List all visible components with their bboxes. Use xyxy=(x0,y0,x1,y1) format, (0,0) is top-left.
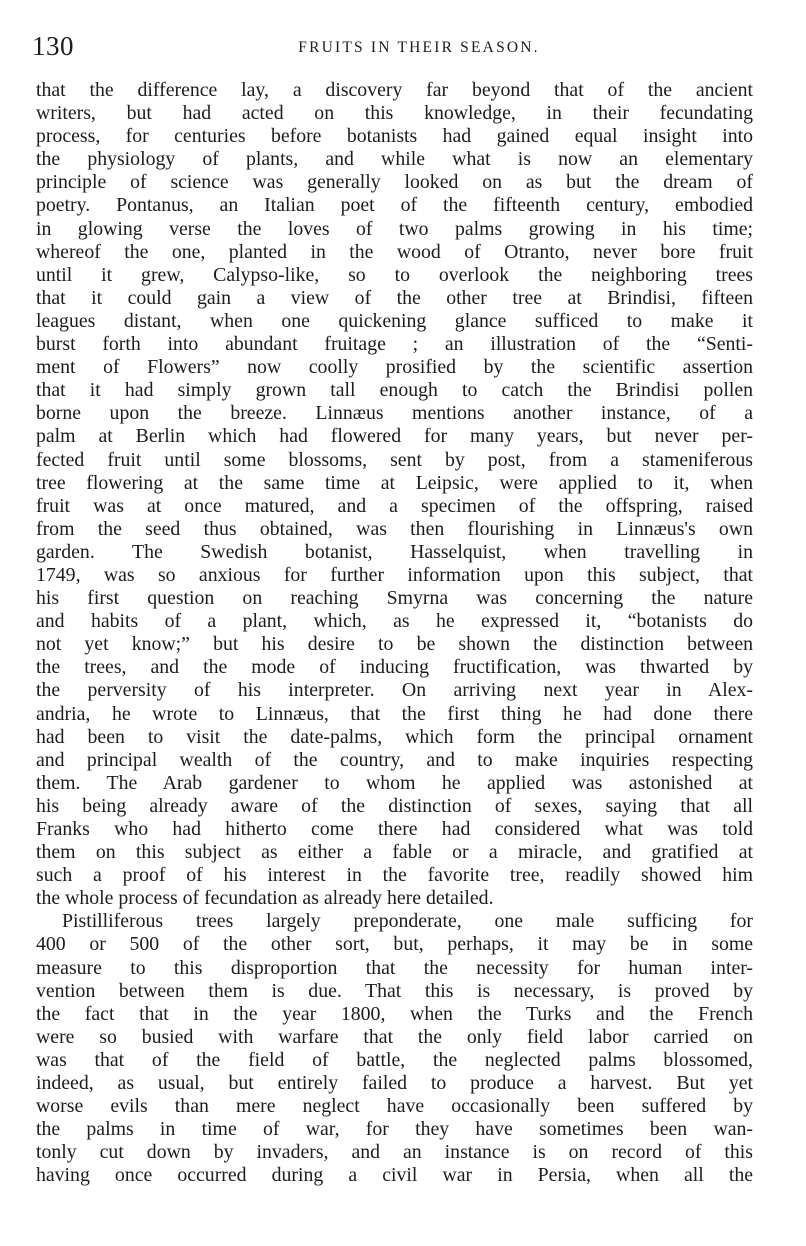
paragraph-last-line: the whole process of fecundation as already here detailed. xyxy=(36,887,494,910)
text-line: fruit was at once matured, and a specimen of the offspring, raised xyxy=(36,494,753,517)
text-line: the trees, and the mode of inducing fructification, was thwarted by xyxy=(36,656,753,679)
text-line: fected fruit until some blossoms, sent by post, from a stameniferous xyxy=(36,448,753,471)
text-line: tonly cut down by invaders, and an instance is on record of this xyxy=(36,1141,753,1164)
text-line: garden. The Swedish botanist, Hasselquist, when travelling in xyxy=(36,540,753,563)
text-line: measure to this disproportion that the necessity for human inter- xyxy=(36,956,753,979)
text-line: whereof the one, planted in the wood of Otranto, never bore fruit xyxy=(36,240,753,263)
text-line: andria, he wrote to Linnæus, that the first thing he had done there xyxy=(36,702,753,725)
text-line: indeed, as usual, but entirely failed to produce a harvest. But yet xyxy=(36,1072,753,1095)
text-line: writers, but had acted on this knowledge, in their fecundating xyxy=(36,102,753,125)
text-line: process, for centuries before botanists had gained equal insight into xyxy=(36,125,753,148)
text-line: the physiology of plants, and while what is now an elementary xyxy=(36,148,753,171)
text-line: the palms in time of war, for they have sometimes been wan- xyxy=(36,1118,753,1141)
text-line: had been to visit the date-palms, which form the principal ornament xyxy=(36,725,753,748)
paragraph-first-line: Pistilliferous trees largely preponderate, one male sufficing for xyxy=(62,910,753,933)
text-line: in glowing verse the loves of two palms growing in his time; xyxy=(36,217,753,240)
text-line: not yet know;” but his desire to be shown the distinction between xyxy=(36,633,753,656)
text-line: his being already aware of the distinction of sexes, saying that all xyxy=(36,794,753,817)
text-line: that it had simply grown tall enough to catch the Brindisi pollen xyxy=(36,379,753,402)
body-text xyxy=(36,79,753,1188)
text-line: that it could gain a view of the other tree at Brindisi, fifteen xyxy=(36,286,753,309)
page-number: 130 xyxy=(32,31,74,61)
text-line: the perversity of his interpreter. On arriving next year in Alex- xyxy=(36,679,753,702)
text-line: worse evils than mere neglect have occasionally been suffered by xyxy=(36,1095,753,1118)
text-line: borne upon the breeze. Linnæus mentions another instance, of a xyxy=(36,402,753,425)
text-line: the fact that in the year 1800, when the Turks and the French xyxy=(36,1002,753,1025)
text-line: 1749, was so anxious for further information upon this subject, that xyxy=(36,563,753,586)
text-line: principle of science was generally looked on as but the dream of xyxy=(36,171,753,194)
text-line: such a proof of his interest in the favorite tree, readily showed him xyxy=(36,864,753,887)
text-line: and principal wealth of the country, and to make inquiries respecting xyxy=(36,748,753,771)
text-line: until it grew, Calypso-like, so to overlook the neighboring trees xyxy=(36,263,753,286)
text-line: having once occurred during a civil war in Persia, when all the xyxy=(36,1164,753,1187)
text-line: palm at Berlin which had flowered for many years, but never per- xyxy=(36,425,753,448)
text-line: burst forth into abundant fruitage ; an illustration of the “Senti- xyxy=(36,333,753,356)
text-line: tree flowering at the same time at Leipsic, were applied to it, when xyxy=(36,471,753,494)
text-line: was that of the field of battle, the neglected palms blossomed, xyxy=(36,1048,753,1071)
text-line: them on this subject as either a fable or a miracle, and gratified at xyxy=(36,841,753,864)
text-line: poetry. Pontanus, an Italian poet of the fifteenth century, embodied xyxy=(36,194,753,217)
text-line: his first question on reaching Smyrna was concerning the nature xyxy=(36,587,753,610)
text-line: were so busied with warfare that the only field labor carried on xyxy=(36,1025,753,1048)
text-line: 400 or 500 of the other sort, but, perhaps, it may be in some xyxy=(36,933,753,956)
text-line: them. The Arab gardener to whom he applied was astonished at xyxy=(36,771,753,794)
text-line: Franks who had hitherto come there had considered what was told xyxy=(36,818,753,840)
text-line: from the seed thus obtained, was then flourishing in Linnæus's own xyxy=(36,517,753,540)
running-title: FRUITS IN THEIR SEASON. xyxy=(298,39,540,56)
running-head xyxy=(32,30,784,64)
text-line: ment of Flowers” now coolly prosified by the scientific assertion xyxy=(36,356,753,379)
text-line: vention between them is due. That this is necessary, is proved by xyxy=(36,979,753,1002)
text-line: that the difference lay, a discovery far beyond that of the ancient xyxy=(36,79,753,101)
text-line: and habits of a plant, which, as he expressed it, “botanists do xyxy=(36,610,753,633)
text-line: leagues distant, when one quickening glance sufficed to make it xyxy=(36,309,753,332)
